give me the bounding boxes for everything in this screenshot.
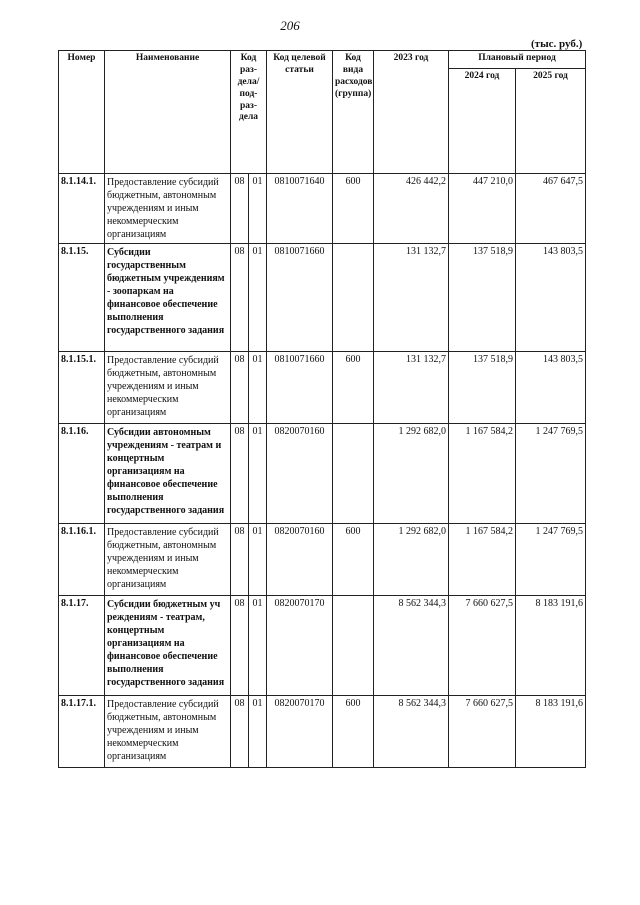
header-expense-type: Код вида расходов (группа)	[333, 51, 374, 174]
table-row	[59, 244, 586, 352]
row-target-code: 0810071660	[267, 244, 333, 352]
table-row	[59, 174, 586, 244]
row-expense-type: 600	[333, 352, 374, 424]
row-expense-type: 600	[333, 524, 374, 596]
row-name: Субсидии автономным учреждениям - театрам и концертным организациям на финансовое обеспечение выполнения государственного задания	[105, 424, 231, 524]
row-amount-2025: 143 803,5	[516, 352, 586, 424]
row-amount-2023: 8 562 344,3	[374, 696, 449, 768]
row-section: 08	[231, 174, 249, 244]
header-year-2023: 2023 год	[374, 51, 449, 174]
row-amount-2025: 1 247 769,5	[516, 524, 586, 596]
header-name: Наименование	[105, 51, 231, 174]
header-year-2025: 2025 год	[516, 69, 586, 174]
row-amount-2024: 447 210,0	[449, 174, 516, 244]
row-subsection: 01	[249, 174, 267, 244]
row-amount-2025: 143 803,5	[516, 244, 586, 352]
row-number: 8.1.15.1.	[59, 352, 105, 424]
row-amount-2023: 1 292 682,0	[374, 424, 449, 524]
row-target-code: 0810071660	[267, 352, 333, 424]
table-row	[59, 352, 586, 424]
units-label: (тыс. руб.)	[531, 38, 583, 50]
row-section: 08	[231, 424, 249, 524]
row-expense-type: 600	[333, 174, 374, 244]
row-name: Субсидии бюджетным уч реждениям - театрам, концертным организациям на финансовое обеспечение выполнения государственного задания	[105, 596, 231, 696]
row-name: Предоставление субсидий бюджетным, автономным учреждениям и иным некоммерческим организациям	[105, 696, 231, 768]
row-amount-2023: 131 132,7	[374, 244, 449, 352]
row-amount-2025: 8 183 191,6	[516, 596, 586, 696]
header-year-2024: 2024 год	[449, 69, 516, 174]
row-name: Предоставление субсидий бюджетным, автономным учреждениям и иным некоммерческим организациям	[105, 174, 231, 244]
row-amount-2024: 137 518,9	[449, 352, 516, 424]
row-subsection: 01	[249, 524, 267, 596]
row-number: 8.1.16.1.	[59, 524, 105, 596]
row-number: 8.1.17.	[59, 596, 105, 696]
row-amount-2024: 1 167 584,2	[449, 524, 516, 596]
row-target-code: 0820070160	[267, 524, 333, 596]
row-section: 08	[231, 244, 249, 352]
row-section: 08	[231, 596, 249, 696]
row-name: Предоставление субсидий бюджетным, автономным учреждениям и иным некоммерческим организациям	[105, 524, 231, 596]
row-amount-2024: 7 660 627,5	[449, 596, 516, 696]
row-expense-type: 600	[333, 696, 374, 768]
table-row	[59, 424, 586, 524]
page-number: 206	[280, 18, 300, 33]
header-target-code: Код целевой статьи	[267, 51, 333, 174]
row-subsection: 01	[249, 352, 267, 424]
row-amount-2025: 1 247 769,5	[516, 424, 586, 524]
row-number: 8.1.17.1.	[59, 696, 105, 768]
table-row	[59, 524, 586, 596]
row-section: 08	[231, 524, 249, 596]
table-row	[59, 596, 586, 696]
row-amount-2024: 137 518,9	[449, 244, 516, 352]
row-target-code: 0810071640	[267, 174, 333, 244]
row-amount-2024: 7 660 627,5	[449, 696, 516, 768]
row-subsection: 01	[249, 244, 267, 352]
row-name: Предоставление субсидий бюджетным, автономным учреждениям и иным некоммерческим организациям	[105, 352, 231, 424]
row-number: 8.1.14.1.	[59, 174, 105, 244]
row-amount-2023: 426 442,2	[374, 174, 449, 244]
row-amount-2023: 1 292 682,0	[374, 524, 449, 596]
row-subsection: 01	[249, 424, 267, 524]
row-expense-type	[333, 244, 374, 352]
row-target-code: 0820070160	[267, 424, 333, 524]
row-name: Субсидии государственным бюджетным учреждениям - зоопаркам на финансовое обеспечение выполнения государственного задания	[105, 244, 231, 352]
row-subsection: 01	[249, 596, 267, 696]
row-amount-2025: 467 647,5	[516, 174, 586, 244]
row-number: 8.1.15.	[59, 244, 105, 352]
header-plan-period: Плановый период	[449, 51, 586, 69]
row-target-code: 0820070170	[267, 696, 333, 768]
row-number: 8.1.16.	[59, 424, 105, 524]
header-section-code: Код раз-дела/ под-раз-дела	[231, 51, 267, 174]
row-section: 08	[231, 696, 249, 768]
row-section: 08	[231, 352, 249, 424]
row-subsection: 01	[249, 696, 267, 768]
row-amount-2023: 8 562 344,3	[374, 596, 449, 696]
row-expense-type	[333, 424, 374, 524]
row-expense-type	[333, 596, 374, 696]
row-amount-2023: 131 132,7	[374, 352, 449, 424]
row-amount-2025: 8 183 191,6	[516, 696, 586, 768]
header-number: Номер	[59, 51, 105, 174]
table-row	[59, 696, 586, 768]
row-amount-2024: 1 167 584,2	[449, 424, 516, 524]
row-target-code: 0820070170	[267, 596, 333, 696]
budget-table	[58, 50, 586, 768]
